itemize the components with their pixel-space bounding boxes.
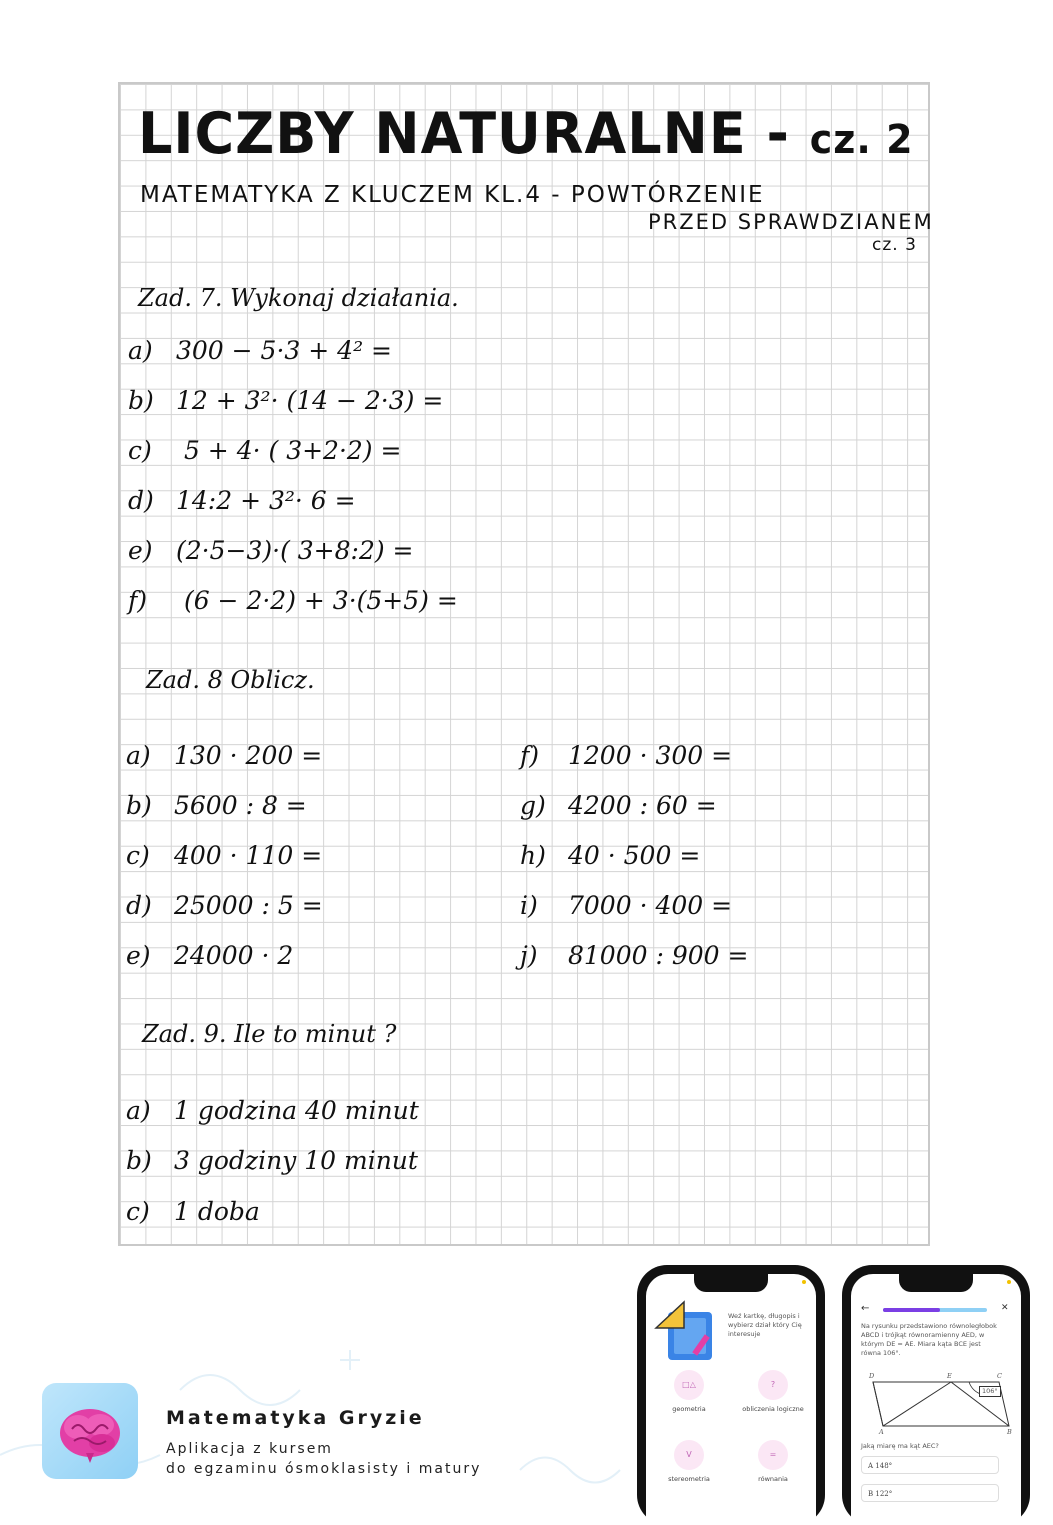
subtitle-line2: PRZED SPRAWDZIANEM bbox=[648, 210, 934, 234]
task8-item: a) 130 · 200 = bbox=[126, 741, 323, 770]
close-icon[interactable]: ✕ bbox=[1001, 1303, 1009, 1313]
phone-notch bbox=[899, 1274, 973, 1292]
subtitle-part: cz. 3 bbox=[872, 235, 917, 255]
stereometry-icon[interactable]: V bbox=[674, 1440, 704, 1470]
task7-heading: Zad. 7. Wykonaj działania. bbox=[138, 284, 459, 312]
task7-item: b) 12 + 3²· (14 − 2·3) = bbox=[128, 386, 444, 415]
title-text: LICZBY NATURALNE - bbox=[138, 100, 790, 167]
task7-item: e) (2·5−3)·( 3+8:2) = bbox=[128, 536, 414, 565]
task8-item: d) 25000 : 5 = bbox=[126, 891, 323, 920]
categories-instruction: Weź kartkę, długopis i wybierz dział który Cię interesuje bbox=[728, 1312, 802, 1338]
task8-item: j) 81000 : 900 = bbox=[520, 941, 749, 970]
phone-screen bbox=[851, 1274, 1021, 1525]
notebook-ruler-icon bbox=[654, 1300, 724, 1364]
title-suffix: cz. 2 bbox=[809, 116, 914, 163]
figure-label-a: A bbox=[879, 1428, 884, 1436]
logic-icon[interactable]: ? bbox=[758, 1370, 788, 1400]
phone-notch bbox=[694, 1274, 768, 1292]
app-logo bbox=[42, 1383, 138, 1479]
figure-label-e: E bbox=[947, 1372, 952, 1380]
category-rownania[interactable]: równania bbox=[758, 1475, 788, 1483]
back-icon[interactable]: ← bbox=[861, 1303, 870, 1314]
task7-item: c) 5 + 4· ( 3+2·2) = bbox=[128, 436, 402, 465]
tagline-line1: Aplikacja z kursem bbox=[166, 1441, 333, 1457]
worksheet bbox=[118, 82, 934, 1246]
phone-screen bbox=[646, 1274, 816, 1525]
progress-fill bbox=[883, 1308, 940, 1312]
figure-label-b: B bbox=[1007, 1428, 1012, 1436]
task9-item: b) 3 godziny 10 minut bbox=[126, 1146, 418, 1175]
task8-item: f) 1200 · 300 = bbox=[520, 741, 733, 770]
task8-item: g) 4200 : 60 = bbox=[520, 791, 717, 820]
phone-mockup-categories bbox=[637, 1265, 825, 1525]
worksheet-title bbox=[138, 100, 914, 166]
task8-item: b) 5600 : 8 = bbox=[126, 791, 307, 820]
category-obliczenia-logiczne[interactable]: obliczenia logiczne bbox=[742, 1405, 804, 1413]
task8-item: c) 400 · 110 = bbox=[126, 841, 323, 870]
brand-name: Matematyka Gryzie bbox=[166, 1407, 425, 1429]
category-geometria[interactable]: geometria bbox=[672, 1405, 706, 1413]
task9-item: c) 1 doba bbox=[126, 1197, 260, 1226]
figure-label-d: D bbox=[869, 1372, 875, 1380]
question-text: Na rysunku przedstawiono równoległobok ABCD i trójkąt równoramienny AED, w którym DE = AE. Miara kąta BCE jest równa 106°. bbox=[861, 1322, 997, 1357]
progress-track bbox=[883, 1308, 987, 1312]
parallelogram-figure bbox=[861, 1374, 1011, 1436]
figure-label-c: C bbox=[997, 1372, 1002, 1380]
figure-angle: 106° bbox=[979, 1386, 1001, 1397]
subtitle-line1: MATEMATYKA Z KLUCZEM KL.4 - POWTÓRZENIE bbox=[140, 182, 765, 208]
task8-item: e) 24000 · 2 bbox=[126, 941, 294, 970]
phone-mockup-question bbox=[842, 1265, 1030, 1525]
task7-item: a) 300 − 5·3 + 4² = bbox=[128, 336, 392, 365]
task8-heading: Zad. 8 Oblicz. bbox=[146, 666, 315, 694]
answer-option-b[interactable]: B 122° bbox=[861, 1484, 999, 1502]
task7-item: d) 14:2 + 3²· 6 = bbox=[128, 486, 356, 515]
task8-item: i) 7000 · 400 = bbox=[520, 891, 733, 920]
status-dot bbox=[1007, 1280, 1011, 1284]
category-stereometria[interactable]: stereometria bbox=[668, 1475, 710, 1483]
brain-icon bbox=[42, 1383, 138, 1479]
task9-item: a) 1 godzina 40 minut bbox=[126, 1096, 419, 1125]
question-prompt: Jaką miarę ma kąt AEC? bbox=[861, 1442, 939, 1450]
status-dot bbox=[802, 1280, 806, 1284]
task9-heading: Zad. 9. Ile to minut ? bbox=[142, 1020, 397, 1048]
answer-option-a[interactable]: A 148° bbox=[861, 1456, 999, 1474]
equations-icon[interactable]: = bbox=[758, 1440, 788, 1470]
task7-item: f) (6 − 2·2) + 3·(5+5) = bbox=[128, 586, 458, 615]
tagline-line2: do egzaminu ósmoklasisty i matury bbox=[166, 1461, 482, 1477]
geometry-icon[interactable]: □△ bbox=[674, 1370, 704, 1400]
task8-item: h) 40 · 500 = bbox=[520, 841, 701, 870]
